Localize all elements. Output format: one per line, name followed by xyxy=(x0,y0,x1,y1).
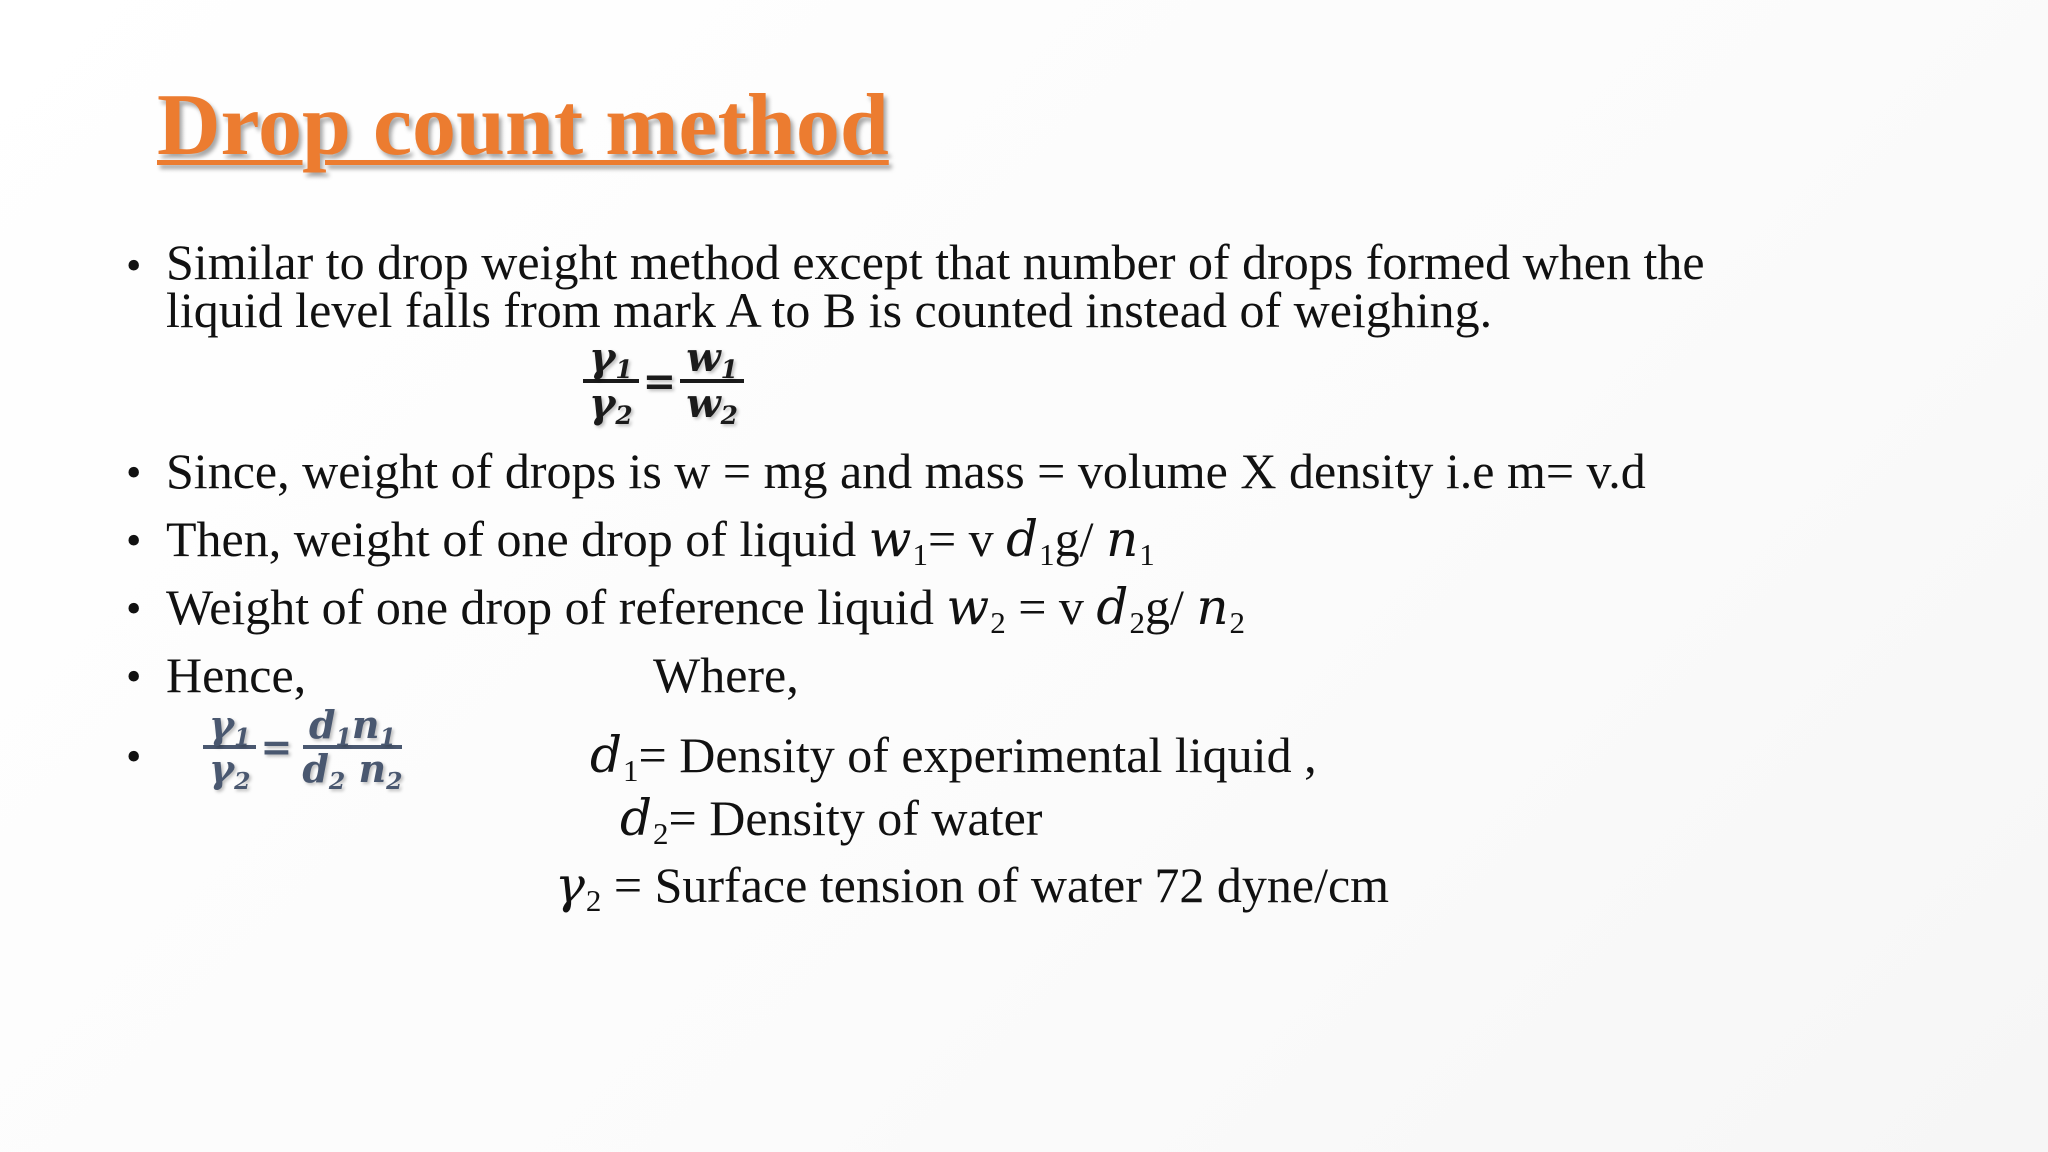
subscript: 1 xyxy=(615,355,633,385)
gamma-symbol: γ xyxy=(555,856,585,914)
subscript: 2 xyxy=(653,815,669,851)
slide-title: Drop count method xyxy=(157,77,889,174)
bullet-5-hence: Hence, xyxy=(166,647,307,703)
where-label: Where, xyxy=(653,647,799,703)
w-symbol: w xyxy=(946,578,990,636)
d-symbol: d xyxy=(302,745,329,791)
equation-gamma-ratio-density xyxy=(203,702,409,795)
definition-d1 xyxy=(590,726,1317,788)
w-1-symbol: w xyxy=(686,334,721,381)
d-symbol: d xyxy=(308,702,336,747)
fraction-weight xyxy=(680,334,744,431)
bullet-marker: • xyxy=(126,584,142,633)
gamma-1-symbol: γ xyxy=(589,334,616,381)
bullet-marker: • xyxy=(126,652,142,701)
d-symbol: d xyxy=(620,789,653,847)
gamma-2-symbol: γ xyxy=(209,745,235,791)
n-symbol: n xyxy=(358,745,387,791)
subscript: 2 xyxy=(1129,604,1145,640)
subscript: 2 xyxy=(585,882,602,918)
subscript: 2 xyxy=(1229,604,1246,640)
subscript: 1 xyxy=(1039,536,1055,572)
bullet-1-line-2: liquid level falls from mark A to B is counted instead of weighing. xyxy=(166,282,1493,338)
gamma-2-symbol: γ xyxy=(589,380,616,427)
bullet-marker: • xyxy=(126,448,142,497)
n-symbol: n xyxy=(1106,510,1139,568)
subscript: 1 xyxy=(335,723,352,752)
subscript: 2 xyxy=(328,766,346,795)
fraction-gamma xyxy=(203,702,256,795)
w-2-symbol: w xyxy=(686,380,721,427)
bullet-4-text xyxy=(166,578,1246,640)
bullet-marker: • xyxy=(126,241,142,290)
subscript: 1 xyxy=(1139,536,1155,572)
gamma-1-symbol: γ xyxy=(209,702,235,747)
subscript: 2 xyxy=(386,766,403,795)
equals-sign: = xyxy=(642,357,677,405)
equals-sign: = xyxy=(260,724,293,770)
bullet-marker: • xyxy=(126,516,142,565)
bullet-4-prefix: Weight of one drop of reference liquid xyxy=(166,579,947,635)
g-per: g/ xyxy=(1054,511,1107,567)
bullet-2-text: Since, weight of drops is w = mg and mass = volume X density i.e m= v.d xyxy=(166,443,1646,499)
bullet-3-text xyxy=(166,510,1155,572)
subscript: 1 xyxy=(623,752,639,788)
subscript: 2 xyxy=(615,401,633,431)
bullet-marker: • xyxy=(126,732,142,781)
equation-gamma-ratio-weight xyxy=(583,334,744,431)
subscript: 2 xyxy=(720,401,738,431)
definition-d1-text: = Density of experimental liquid , xyxy=(638,727,1317,783)
definition-gamma2 xyxy=(555,856,1390,918)
definition-d2-text: = Density of water xyxy=(668,790,1043,846)
subscript: 2 xyxy=(234,766,251,795)
d-symbol: d xyxy=(590,726,623,784)
fraction-density-count xyxy=(296,702,408,795)
bullet-1-text xyxy=(166,234,1705,338)
d-symbol: d xyxy=(1006,510,1039,568)
definition-gamma2-text: = Surface tension of water 72 dyne/cm xyxy=(601,857,1390,913)
definition-d2 xyxy=(620,789,1043,851)
d-symbol: d xyxy=(1096,578,1129,636)
g-per: g/ xyxy=(1144,579,1197,635)
n-symbol: n xyxy=(1196,578,1229,636)
n-symbol: n xyxy=(351,702,380,747)
subscript: 1 xyxy=(234,723,251,752)
subscript: 1 xyxy=(379,723,396,752)
subscript: 2 xyxy=(990,604,1006,640)
w-symbol: w xyxy=(868,510,912,568)
equals-v: = v xyxy=(1005,579,1097,635)
equals-v: = v xyxy=(927,511,1007,567)
bullet-3-prefix: Then, weight of one drop of liquid xyxy=(166,511,869,567)
bullet-1-line-1: Similar to drop weight method except that number of drops formed when the xyxy=(166,234,1705,290)
fraction-gamma xyxy=(583,334,639,431)
subscript: 1 xyxy=(912,536,928,572)
subscript: 1 xyxy=(720,355,738,385)
